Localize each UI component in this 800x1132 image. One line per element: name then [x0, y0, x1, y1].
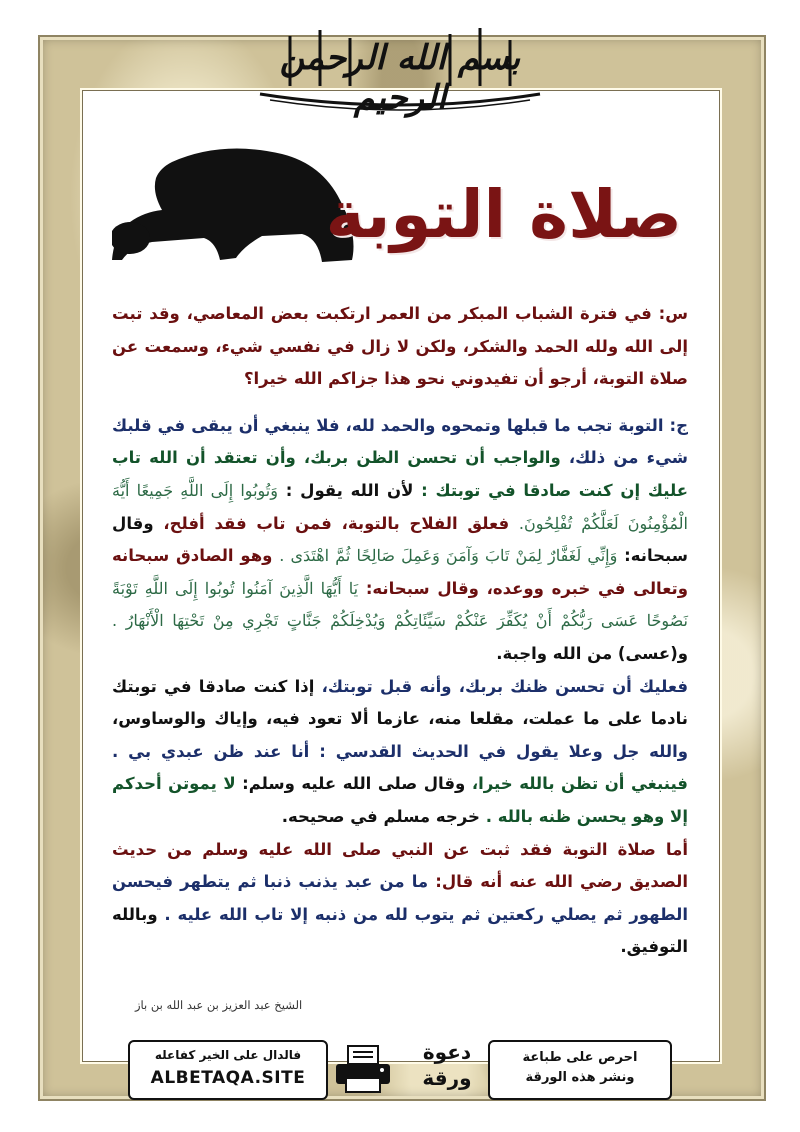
- closing-sentence: أما صلاة التوبة فقد ثبت عن النبي صلى الله عليه وسلم من حديث الصديق رضي الله عنه أنه قال:: [112, 839, 688, 892]
- advice-sentence: إذا كنت صادقا في توبتك نادما على ما عملت، مقلعا منه، عازما ألا تعود فيه، وإياك والوساوس،: [112, 676, 688, 729]
- basmala: بسم الله الرحمن الرحيم: [279, 38, 521, 118]
- footer-motto: فالدال على الخير كفاعله: [154, 1048, 302, 1062]
- footer-print-box: [488, 1040, 672, 1100]
- printer-icon: [332, 1044, 394, 1094]
- hadith-quote: ما من عبد يذنب ذنبا ثم يتطهر فيحسن الطهور ثم يصلي ركعتين ثم يتوب لله من ذنبه إلا تاب الله عليه .: [112, 872, 688, 924]
- footer-print-line1: احرص على طباعة: [522, 1050, 638, 1065]
- closing-sentence: وبالله التوفيق.: [112, 904, 688, 957]
- advice-paragraph: [112, 671, 688, 834]
- closing-paragraph: [112, 834, 688, 964]
- article-body: [112, 298, 688, 964]
- footer-site-box: [128, 1040, 328, 1100]
- footer-bar: [128, 1040, 672, 1096]
- footer-site-link[interactable]: ALBETAQA.SITE: [150, 1068, 306, 1088]
- advice-sentence: فينبغي أن تظن بالله خيرا،: [471, 774, 688, 794]
- answer-sentence: والواجب أن تحسن الظن بربك، وأن تعتقد أن الله تاب عليك إن كنت صادقا في توبتك :: [112, 448, 688, 500]
- hadith-quote: لا يموتن أحدكم إلا وهو يحسن ظنه بالله .: [112, 774, 688, 826]
- source-attribution: الشيخ عبد العزيز بن عبد الله بن باز: [135, 998, 303, 1012]
- prostration-silhouette: [112, 142, 362, 270]
- page-title: صلاة التوبة: [325, 176, 682, 253]
- answer-sentence: لأن الله يقول :: [285, 480, 414, 500]
- answer-sentence: و(عسى) من الله واجبة.: [496, 643, 688, 663]
- footer-print-line2: ونشر هذه الورقة: [525, 1070, 635, 1085]
- question-paragraph: س: في فترة الشباب المبكر من العمر ارتكبت بعض المعاصي، وقد تبت إلى الله ولله الحمد والشكر، ولكن لا زال في نفسي شيء، وسمعت عن صلاة التوبة، أرجو أن تفيدوني نحو هذا جزاكم الله خيرا؟: [112, 304, 688, 389]
- quran-verse: وَإِنِّي لَغَفَّارٌ لِمَنْ تَابَ وَآمَنَ وَعَمِلَ صَالِحًا ثُمَّ اهْتَدَى .: [279, 546, 618, 566]
- answer-sentence: وهو الصادق سبحانه وتعالى في خبره ووعده، وقال سبحانه:: [112, 546, 688, 598]
- answer-paragraph: [112, 410, 688, 671]
- advice-sentence: خرجه مسلم في صحيحه.: [281, 806, 480, 826]
- answer-sentence: ج: التوبة تجب ما قبلها وتمحوه والحمد لله، فلا ينبغي أن يبقى في قلبك شيء من ذلك،: [112, 415, 689, 468]
- advice-sentence: والله جل وعلا يقول في الحديث القدسي : أنا عند ظن عبدي بي .: [112, 741, 688, 761]
- logo-word-top: دعوة: [422, 1040, 472, 1064]
- answer-sentence: وقال سبحانه:: [112, 513, 689, 566]
- quran-verse: يَا أَيُّهَا الَّذِينَ آمَنُوا تُوبُوا إِلَى اللَّهِ تَوْبَةً نَصُوحًا عَسَى رَبُّكُمْ أَنْ يُكَفِّرَ عَنْكُمْ سَيِّئَاتِكُمْ وَيُدْخِلَكُمْ جَنَّاتٍ تَجْرِي مِنْ تَحْتِهَا الْأَنْهَارُ .: [112, 578, 688, 631]
- answer-sentence: فعلق الفلاح بالتوبة، فمن تاب فقد أفلح،: [163, 513, 510, 533]
- advice-sentence: وقال صلى الله عليه وسلم:: [242, 774, 466, 794]
- dawa-waraqa-logo: [404, 1040, 490, 1096]
- advice-sentence: فعليك أن تحسن ظنك بربك، وأنه قبل توبتك،: [321, 676, 689, 696]
- logo-word-bottom: ورقة: [422, 1066, 472, 1090]
- quran-verse: وَتُوبُوا إِلَى اللَّهِ جَمِيعًا أَيُّهَ الْمُؤْمِنُونَ لَعَلَّكُمْ تُفْلِحُونَ.: [112, 480, 688, 533]
